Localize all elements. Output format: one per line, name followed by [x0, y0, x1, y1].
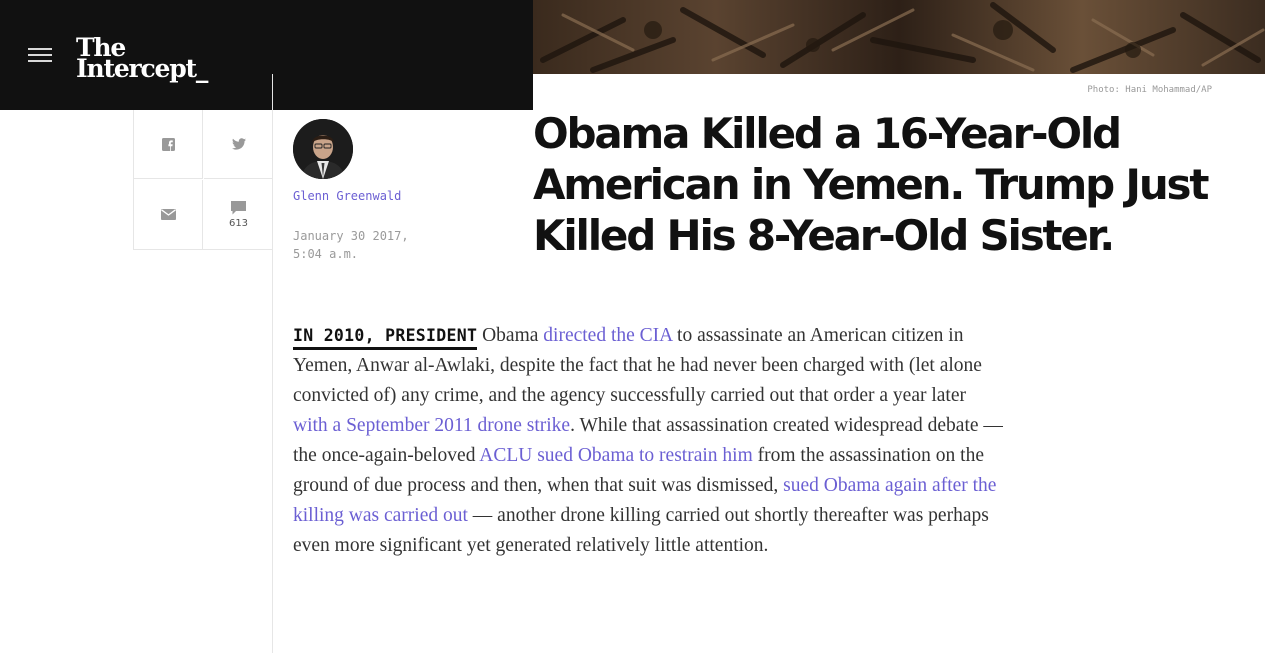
article-paragraph	[293, 321, 1003, 561]
paragraph-text-2: to assassinate an American citizen in Yemen, Anwar al-Awlaki, despite the fact that he had never been charged with (let alone convicted of) any crime, and the agency successfully carried out that order a year later	[293, 325, 982, 406]
publish-date	[293, 227, 433, 263]
masthead	[0, 0, 533, 110]
paragraph-text-5: — another drone killing carried out shortly thereafter was perhaps even more significant yet generated relatively little attention.	[293, 505, 989, 556]
article-headline: Obama Killed a 16-Year-Old American in Yemen. Trump Just Killed His 8-Year-Old Sister.	[533, 109, 1208, 260]
hero-image	[533, 0, 1265, 74]
email-share-button[interactable]	[134, 180, 203, 249]
share-panel	[133, 110, 273, 250]
publish-date-day: January 30 2017,	[293, 229, 409, 243]
author-link[interactable]: Glenn Greenwald	[293, 189, 402, 203]
comment-bubble-icon	[230, 200, 247, 215]
comment-count: 613	[228, 218, 249, 229]
paragraph-text-4: from the assassination on the ground of due process and then, when that suit was dismissed,	[293, 445, 984, 496]
logo-line-1: The	[76, 33, 126, 62]
twitter-icon	[232, 138, 246, 150]
hamburger-menu-icon[interactable]	[28, 48, 52, 62]
site-logo[interactable]	[76, 33, 208, 83]
link-sued-again[interactable]: sued Obama again after the killing was carried out	[293, 475, 997, 526]
twitter-share-button[interactable]	[204, 110, 273, 179]
photo-credit: Photo: Hani Mohammad/AP	[1087, 85, 1212, 95]
link-aclu-sued[interactable]: ACLU sued Obama to restrain him	[479, 445, 753, 466]
author-photo	[293, 119, 353, 179]
paragraph-text-1: Obama	[477, 325, 544, 346]
link-directed-the-cia[interactable]: directed the CIA	[543, 325, 673, 346]
lead-in: IN 2010, PRESIDENT	[293, 326, 477, 350]
paragraph-text-3: . While that assassination created widespread debate — the once-again-beloved	[293, 415, 1003, 466]
hero-rubble-image	[533, 0, 1265, 74]
logo-line-2: Intercept_	[76, 54, 208, 83]
email-icon	[161, 209, 176, 220]
facebook-icon	[162, 138, 175, 151]
author-avatar[interactable]	[293, 119, 353, 179]
publish-date-time: 5:04 a.m.	[293, 247, 359, 261]
comments-button[interactable]	[204, 180, 273, 249]
link-drone-strike[interactable]: with a September 2011 drone strike	[293, 415, 571, 436]
facebook-share-button[interactable]	[134, 110, 203, 179]
